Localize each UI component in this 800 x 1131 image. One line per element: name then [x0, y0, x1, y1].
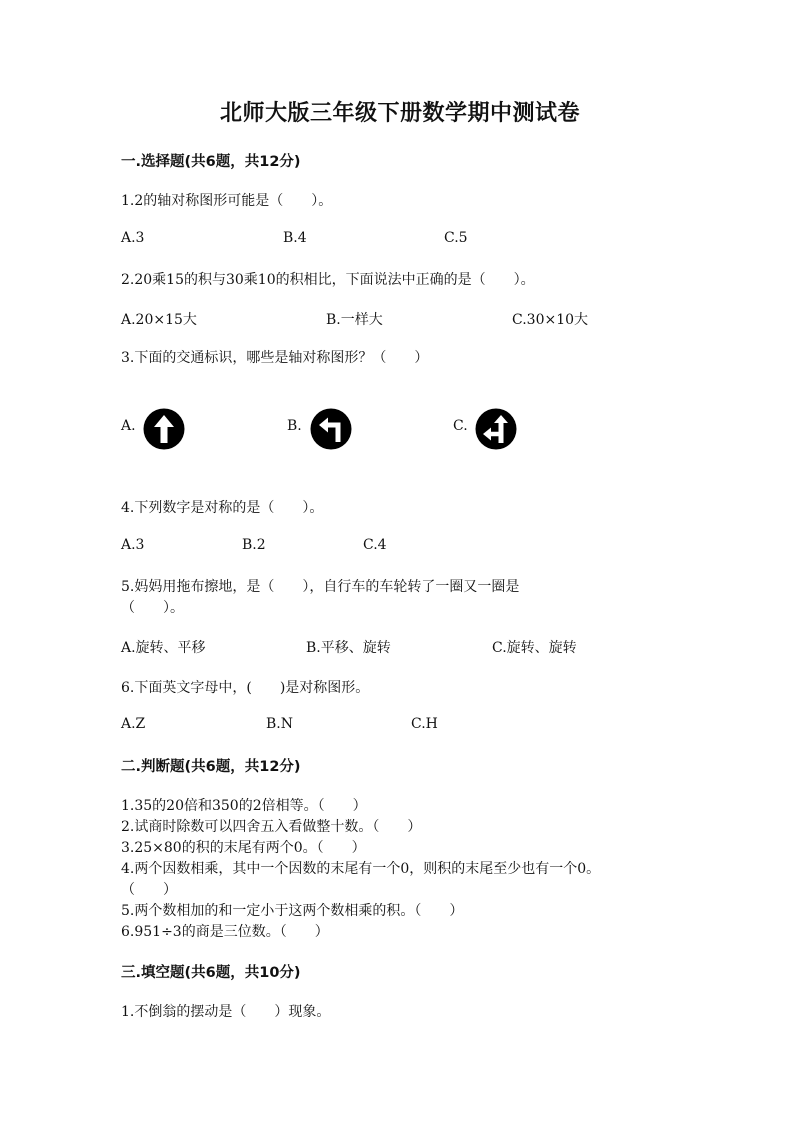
option-b: B.平移、旋转	[306, 640, 391, 656]
option-b: B.一样大	[326, 312, 383, 328]
judgment-item: 6.951÷3的商是三位数。（ ）	[121, 924, 329, 940]
question-1-4: 4.下列数字是对称的是（ ）。	[121, 500, 324, 516]
option-b: B.4	[283, 230, 307, 246]
question-1-3: 3.下面的交通标识，哪些是轴对称图形？（ ）	[121, 350, 429, 366]
option-c: C.5	[444, 230, 468, 246]
judgment-item: 2.试商时除数可以四舍五入看做整十数。（ ）	[121, 819, 422, 835]
judgment-item: 3.25×80的积的末尾有两个0。（ ）	[121, 840, 366, 856]
question-1-6: 6.下面英文字母中，( )是对称图形。	[121, 680, 370, 696]
turn-left-sign-icon	[310, 408, 352, 450]
page-title: 北师大版三年级下册数学期中测试卷	[219, 101, 580, 126]
option-a: A.20×15大	[121, 312, 197, 328]
arrow-up-sign-icon	[143, 408, 185, 450]
option-b: B.	[287, 418, 302, 434]
option-c: C.H	[411, 716, 438, 732]
judgment-item: 4.两个因数相乘，其中一个因数的末尾有一个0，则积的末尾至少也有一个0。	[121, 861, 601, 877]
judgment-item-continued: （ ）	[121, 882, 177, 898]
question-1-1: 1.2的轴对称图形可能是（ ）。	[121, 193, 333, 209]
question-1-5-continued: （ ）。	[121, 600, 184, 616]
option-a: A.Z	[121, 716, 146, 732]
option-b: B.N	[266, 716, 293, 732]
section-heading-choice: 一.选择题(共6题，共12分)	[121, 154, 301, 170]
option-c: C.30×10大	[512, 312, 589, 328]
section-heading-judgment: 二.判断题(共6题，共12分)	[121, 759, 301, 775]
option-b: B.2	[242, 537, 266, 553]
option-a: A.3	[121, 537, 145, 553]
option-c: C.	[453, 418, 468, 434]
judgment-item: 5.两个数相加的和一定小于这两个数相乘的积。（ ）	[121, 903, 464, 919]
judgment-item: 1.35的20倍和350的2倍相等。（ ）	[121, 798, 367, 814]
question-1-2: 2.20乘15的积与30乘10的积相比，下面说法中正确的是（ ）。	[121, 272, 535, 288]
section-heading-fill-in: 三.填空题(共6题，共10分)	[121, 965, 301, 981]
fill-in-question-1: 1.不倒翁的摆动是（ ）现象。	[121, 1004, 331, 1020]
option-c: C.4	[363, 537, 387, 553]
option-c: C.旋转、旋转	[492, 640, 577, 656]
left-turn-up-sign-icon	[475, 408, 517, 450]
option-a: A.3	[121, 230, 145, 246]
option-a: A.	[121, 418, 136, 434]
question-1-5: 5.妈妈用拖布擦地，是（ ），自行车的车轮转了一圈又一圈是	[121, 579, 520, 595]
option-a: A.旋转、平移	[121, 640, 206, 656]
